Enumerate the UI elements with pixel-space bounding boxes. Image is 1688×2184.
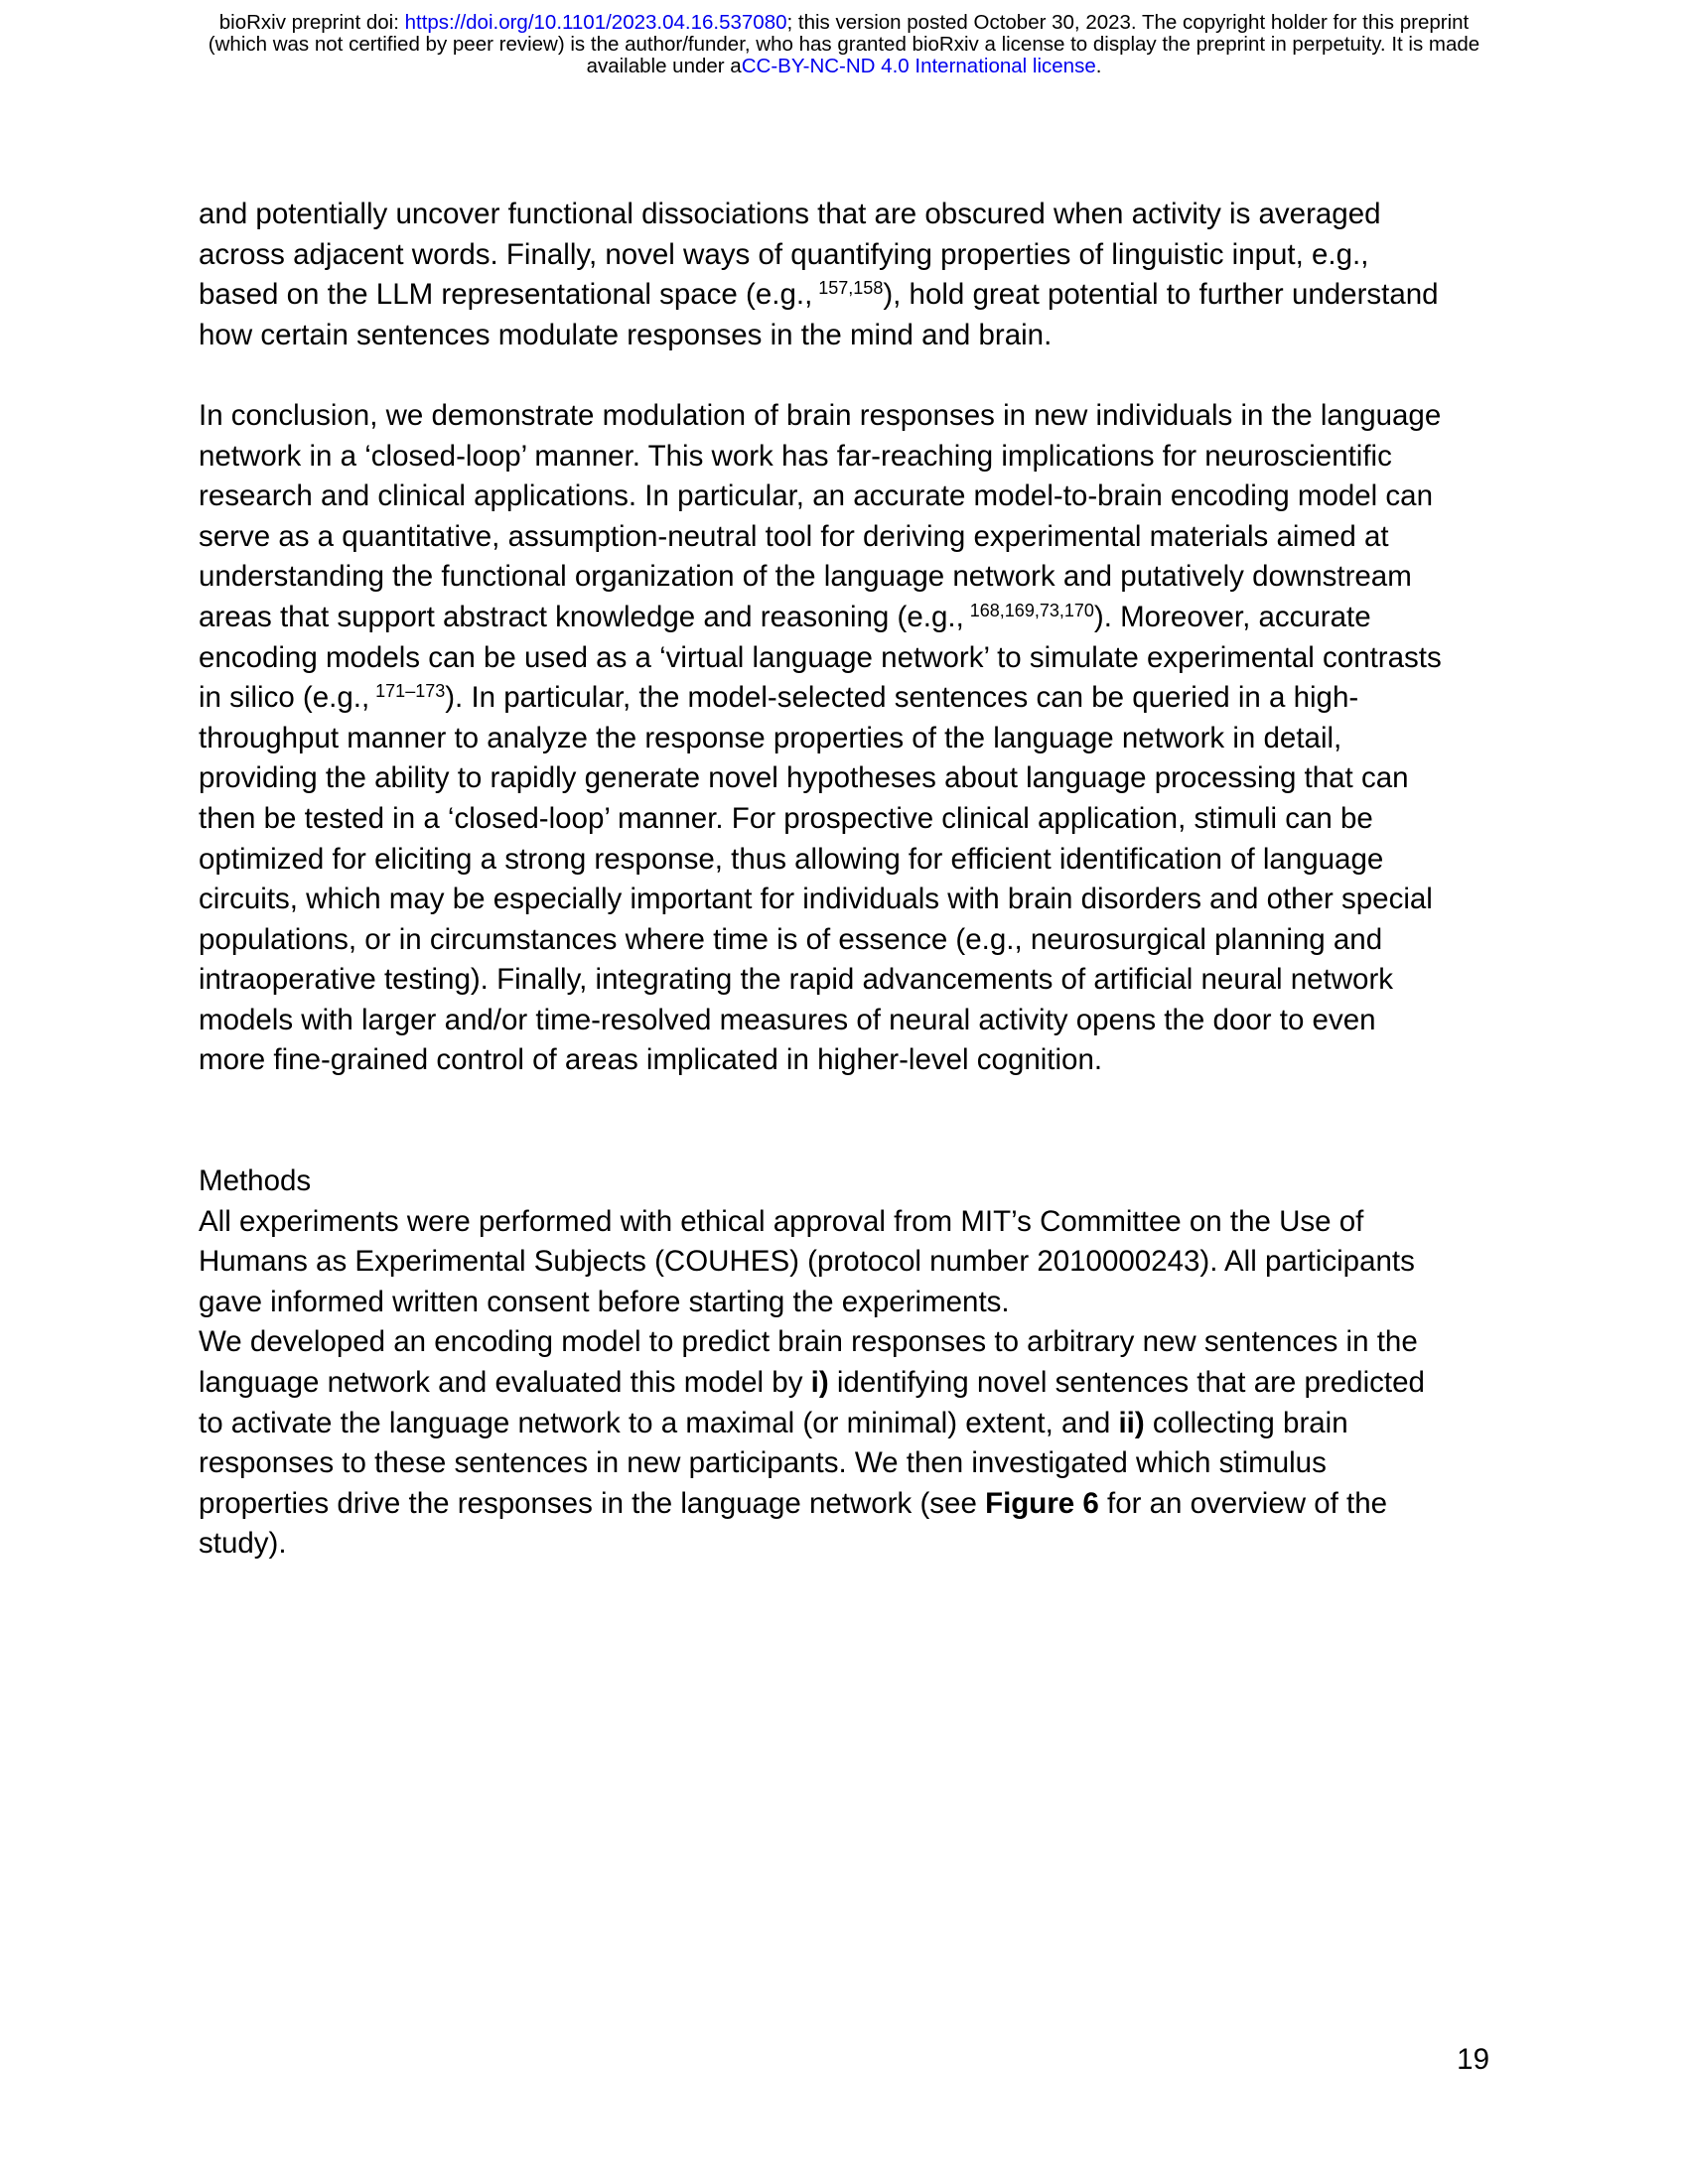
bold-marker: i)	[810, 1366, 829, 1400]
page-number: 19	[1457, 2043, 1489, 2076]
text-line: network in a ‘closed-loop’ manner. This work has far-reaching implications for neuroscientific	[199, 439, 1392, 473]
line-fragment: ). Moreover, accurate	[1093, 600, 1371, 633]
text-line: populations, or in circumstances where time is of essence (e.g., neurosurgical planning and	[199, 922, 1383, 956]
text-line: All experiments were performed with ethical approval from MIT’s Committee on the Use of	[199, 1204, 1364, 1238]
paragraph-spacer	[199, 355, 1489, 396]
preprint-banner	[99, 12, 1589, 77]
text-line: study).	[199, 1527, 287, 1561]
citation-superscript: 168,169,73,170	[969, 601, 1094, 621]
text-line: then be tested in a ‘closed-loop’ manner. For prospective clinical application, stimuli can be	[199, 801, 1373, 835]
doi-link[interactable]: https://doi.org/10.1101/2023.04.16.537080	[404, 11, 787, 34]
citation-superscript: 157,158	[818, 278, 884, 299]
text-line: serve as a quantitative, assumption-neutral tool for deriving experimental materials aimed at	[199, 519, 1389, 553]
methods-section	[199, 1161, 1489, 1565]
bold-marker: ii)	[1118, 1406, 1145, 1439]
text-line: We developed an encoding model to predict brain responses to arbitrary new sentences in the	[199, 1325, 1418, 1359]
text-line: Humans as Experimental Subjects (COUHES) (protocol number 2010000243). All participants	[199, 1245, 1415, 1279]
banner-text: ; this version posted October 30, 2023. The copyright holder for this preprint	[786, 11, 1470, 34]
conclusion-paragraph	[199, 396, 1489, 1081]
figure-reference[interactable]: Figure 6	[985, 1486, 1099, 1520]
text-line: responses to these sentences in new participants. We then investigated which stimulus	[199, 1446, 1327, 1480]
banner-line-1	[99, 12, 1589, 34]
citation-superscript: 171–173	[375, 681, 446, 702]
text-line: more fine-grained control of areas implicated in higher-level cognition.	[199, 1043, 1103, 1077]
line-fragment: areas that support abstract knowledge and reasoning (e.g.,	[199, 600, 964, 633]
text-line: optimized for eliciting a strong response, thus allowing for efficient identification of language	[199, 842, 1384, 876]
discussion-paragraph	[199, 195, 1489, 355]
line-fragment: ), hold great potential to further understand	[883, 278, 1439, 312]
text-line	[199, 275, 1489, 316]
section-heading: Methods	[199, 1164, 312, 1198]
text-line: throughput manner to analyze the response properties of the language network in detail,	[199, 721, 1342, 754]
banner-text: .	[1095, 55, 1102, 77]
line-fragment: properties drive the responses in the language network (see	[199, 1486, 986, 1520]
text-line	[199, 1363, 1489, 1404]
line-fragment: for an overview of the	[1098, 1486, 1388, 1520]
text-line: providing the ability to rapidly generate novel hypotheses about language processing that can	[199, 761, 1409, 795]
text-line: and potentially uncover functional dissociations that are obscured when activity is averaged	[199, 198, 1381, 230]
line-fragment: language network and evaluated this model by	[199, 1366, 811, 1400]
line-fragment: ). In particular, the model-selected sentences can be queried in a high-	[445, 681, 1359, 715]
line-fragment: based on the LLM representational space (e.g.,	[199, 278, 813, 312]
text-line: understanding the functional organization of the language network and putatively downstream	[199, 560, 1412, 594]
text-line: encoding models can be used as a ‘virtual language network’ to simulate experimental contrasts	[199, 640, 1442, 674]
text-line	[199, 598, 1489, 638]
text-line: models with larger and/or time-resolved measures of neural activity opens the door to even	[199, 1003, 1376, 1036]
line-fragment: identifying novel sentences that are predicted	[828, 1366, 1425, 1400]
text-line: In conclusion, we demonstrate modulation of brain responses in new individuals in the language	[199, 398, 1442, 432]
line-fragment: to activate the language network to a maximal (or minimal) extent, and	[199, 1406, 1119, 1439]
text-line	[199, 1484, 1489, 1525]
text-line: circuits, which may be especially important for individuals with brain disorders and other special	[199, 883, 1433, 916]
page-body	[199, 195, 1489, 1565]
license-link[interactable]: CC-BY-NC-ND 4.0 International license	[741, 55, 1096, 77]
banner-text: available under a	[586, 55, 742, 77]
section-spacer	[199, 1081, 1489, 1161]
line-fragment: in silico (e.g.,	[199, 681, 370, 715]
text-line: across adjacent words. Finally, novel ways of quantifying properties of linguistic input, e.g.,	[199, 237, 1369, 271]
text-line: research and clinical applications. In particular, an accurate model-to-brain encoding model can	[199, 479, 1433, 513]
line-fragment: collecting brain	[1144, 1406, 1348, 1439]
text-line: gave informed written consent before starting the experiments.	[199, 1285, 1010, 1318]
banner-text: bioRxiv preprint doi:	[218, 11, 405, 34]
text-line	[199, 1404, 1489, 1444]
text-line	[199, 678, 1489, 719]
banner-line-3	[99, 56, 1589, 77]
banner-line-2: (which was not certified by peer review) is the author/funder, who has granted bioRxiv a license to display the preprint in perpetuity. It is made	[208, 33, 1480, 56]
text-line: intraoperative testing). Finally, integrating the rapid advancements of artificial neural network	[199, 963, 1394, 997]
text-line: how certain sentences modulate responses in the mind and brain.	[199, 318, 1053, 351]
